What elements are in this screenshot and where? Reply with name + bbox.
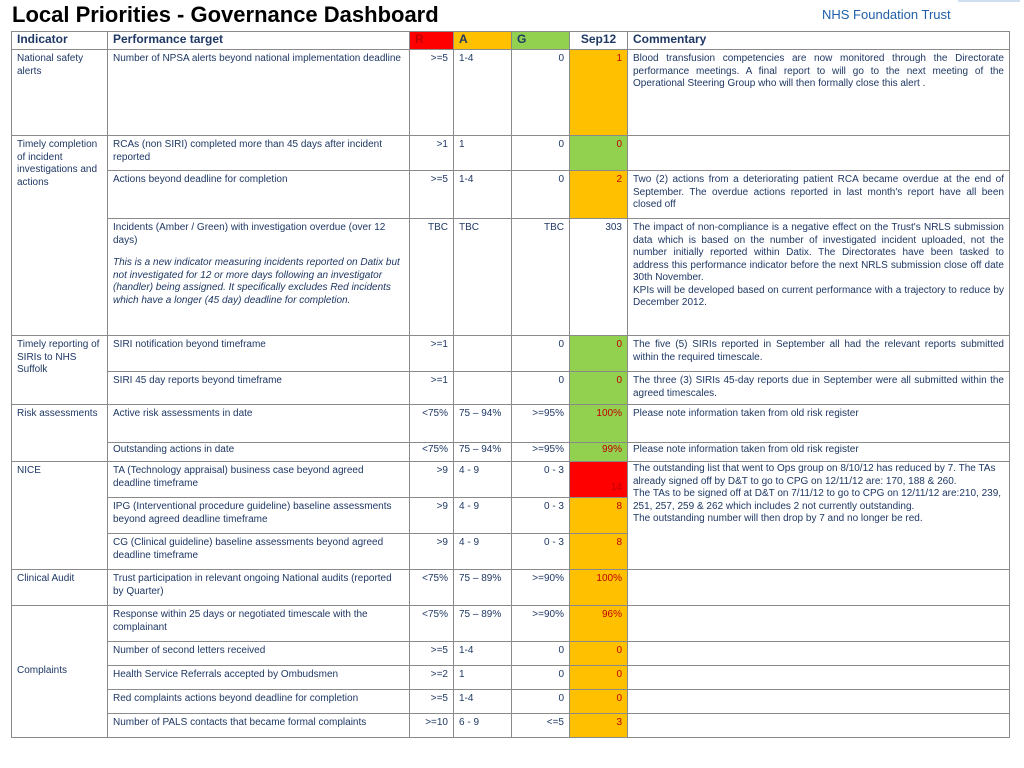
sep12-value: 0 (570, 136, 628, 171)
col-performance-target: Performance target (108, 32, 410, 50)
commentary-text: The impact of non-compliance is a negative effect on the Trust's NRLS submission data which is based on the number of investigated incident uploaded, not the number initially reported within Datix. The Directorates have been tasked to address this performance indicator before the next NRLS submission close off date 30th November. (633, 222, 1004, 283)
green-threshold: 0 (512, 136, 570, 171)
amber-threshold: 1 (454, 136, 512, 171)
indicator-cell: National safety alerts (12, 50, 108, 136)
amber-threshold: 4 - 9 (454, 534, 512, 570)
amber-threshold: 75 – 89% (454, 570, 512, 606)
table-row (12, 642, 1010, 666)
table-row (12, 462, 1010, 498)
table-row (12, 405, 1010, 443)
col-sep12: Sep12 (570, 32, 628, 50)
target-cell: Red complaints actions beyond deadline for completion (108, 690, 410, 714)
org-name: NHS Foundation Trust (822, 7, 951, 22)
commentary-cell: Please note information taken from old risk register (628, 443, 1010, 462)
red-threshold: <75% (410, 606, 454, 642)
red-threshold: >=5 (410, 642, 454, 666)
sep12-value: 100% (570, 570, 628, 606)
amber-threshold: 4 - 9 (454, 462, 512, 498)
target-cell: Number of second letters received (108, 642, 410, 666)
commentary-cell: Please note information taken from old risk register (628, 405, 1010, 443)
green-threshold: 0 - 3 (512, 462, 570, 498)
table-row (12, 136, 1010, 171)
table-row (12, 690, 1010, 714)
green-threshold: >=95% (512, 405, 570, 443)
commentary-cell (628, 666, 1010, 690)
target-cell: Health Service Referrals accepted by Ombudsmen (108, 666, 410, 690)
target-cell: Active risk assessments in date (108, 405, 410, 443)
commentary-cell (628, 690, 1010, 714)
commentary-cell (628, 219, 1010, 336)
target-cell: RCAs (non SIRI) completed more than 45 days after incident reported (108, 136, 410, 171)
red-threshold: >=10 (410, 714, 454, 738)
green-threshold: 0 (512, 171, 570, 219)
commentary-cell (628, 606, 1010, 642)
target-cell: Number of NPSA alerts beyond national implementation deadline (108, 50, 410, 136)
table-row (12, 171, 1010, 219)
commentary-cell (628, 462, 1010, 570)
commentary-cell (628, 642, 1010, 666)
sep12-value: 100% (570, 405, 628, 443)
sep12-value: 3 (570, 714, 628, 738)
sep12-value: 8 (570, 534, 628, 570)
table-row (12, 219, 1010, 336)
amber-threshold: 75 – 94% (454, 443, 512, 462)
indicator-cell: Clinical Audit (12, 570, 108, 606)
red-threshold: <75% (410, 405, 454, 443)
red-threshold: >9 (410, 534, 454, 570)
col-red: R (410, 32, 454, 50)
sep12-value: 0 (570, 642, 628, 666)
commentary-text: The outstanding list that went to Ops group on 8/10/12 has reduced by 7. The TAs already signed off by D&T to go to CPG on 12/11/12 are: 170, 188 & 260. (633, 463, 996, 487)
amber-threshold: 6 - 9 (454, 714, 512, 738)
target-cell: Number of PALS contacts that became formal complaints (108, 714, 410, 738)
red-threshold: >=5 (410, 50, 454, 136)
sep12-value: 8 (570, 498, 628, 534)
amber-threshold: TBC (454, 219, 512, 336)
commentary-cell: The five (5) SIRIs reported in September all had the relevant reports submitted within the required timescale. (628, 336, 1010, 372)
indicator-cell: Timely completion of incident investigations and actions (12, 136, 108, 336)
target-cell: Outstanding actions in date (108, 443, 410, 462)
red-threshold: TBC (410, 219, 454, 336)
target-cell: Trust participation in relevant ongoing National audits (reported by Quarter) (108, 570, 410, 606)
sep12-value: 0 (570, 690, 628, 714)
commentary-cell: The three (3) SIRIs 45-day reports due in September were all submitted within the agreed timescales. (628, 372, 1010, 405)
green-threshold: TBC (512, 219, 570, 336)
sep12-value: 0 (570, 336, 628, 372)
commentary-cell: Two (2) actions from a deteriorating patient RCA became overdue at the end of September. The overdue actions reported in last month's report have all been closed off (628, 171, 1010, 219)
col-amber: A (454, 32, 512, 50)
amber-threshold: 1 (454, 666, 512, 690)
table-row (12, 50, 1010, 136)
table-row (12, 606, 1010, 642)
amber-threshold: 75 – 89% (454, 606, 512, 642)
commentary-cell (628, 714, 1010, 738)
indicator-cell: Timely reporting of SIRIs to NHS Suffolk (12, 336, 108, 405)
target-cell: SIRI notification beyond timeframe (108, 336, 410, 372)
green-threshold: 0 (512, 336, 570, 372)
target-cell: TA (Technology appraisal) business case beyond agreed deadline timeframe (108, 462, 410, 498)
amber-threshold (454, 372, 512, 405)
page-title: Local Priorities - Governance Dashboard (12, 2, 439, 27)
amber-threshold: 4 - 9 (454, 498, 512, 534)
amber-threshold (454, 336, 512, 372)
target-cell: CG (Clinical guideline) baseline assessments beyond agreed deadline timeframe (108, 534, 410, 570)
green-threshold: 0 (512, 372, 570, 405)
sep12-value: 303 (570, 219, 628, 336)
green-threshold: 0 (512, 50, 570, 136)
commentary-text-2: KPIs will be developed based on current performance with a trajectory to reduce by December 2012. (633, 284, 1004, 308)
header-row (12, 32, 1010, 50)
col-indicator: Indicator (12, 32, 108, 50)
commentary-cell (628, 570, 1010, 606)
target-text: Incidents (Amber / Green) with investigation overdue (over 12 days) (113, 222, 386, 246)
commentary-cell (628, 136, 1010, 171)
green-threshold: 0 (512, 642, 570, 666)
amber-threshold: 1-4 (454, 171, 512, 219)
amber-threshold: 1-4 (454, 50, 512, 136)
red-threshold: >9 (410, 462, 454, 498)
indicator-cell: Risk assessments (12, 405, 108, 462)
table-row (12, 372, 1010, 405)
red-threshold: >1 (410, 136, 454, 171)
green-threshold: 0 - 3 (512, 498, 570, 534)
sep12-value: 2 (570, 171, 628, 219)
indicator-cell: Complaints (12, 606, 108, 738)
sep12-value: 0 (570, 666, 628, 690)
green-threshold: 0 (512, 690, 570, 714)
sep12-value: 99% (570, 443, 628, 462)
dashboard-table (11, 31, 1010, 738)
red-threshold: >=2 (410, 666, 454, 690)
target-cell: SIRI 45 day reports beyond timeframe (108, 372, 410, 405)
target-cell (108, 219, 410, 336)
green-threshold: <=5 (512, 714, 570, 738)
table-row (12, 443, 1010, 462)
sep12-value: 14 (570, 462, 628, 498)
amber-threshold: 1-4 (454, 690, 512, 714)
sep12-value: 96% (570, 606, 628, 642)
green-threshold: >=95% (512, 443, 570, 462)
green-threshold: 0 (512, 666, 570, 690)
commentary-text-2: The TAs to be signed off at D&T on 7/11/12 to go to CPG on 12/11/12 are:210, 239, 251, 257, 259 & 262 which includes 2 not currently outstanding. (633, 488, 1002, 512)
target-cell: Actions beyond deadline for completion (108, 171, 410, 219)
green-threshold: 0 - 3 (512, 534, 570, 570)
sep12-value: 0 (570, 372, 628, 405)
target-note: This is a new indicator measuring incidents reported on Datix but not investigated for 12 or more days following an investigator (handler) being assigned. It specifically excludes Red incidents which have a longer (45 day) deadline for completion. (113, 257, 400, 306)
commentary-cell: Blood transfusion competencies are now monitored through the Directorate performance meetings. A final report to will go to the next meeting of the Operational Steering Group who will then formally close this alert . (628, 50, 1010, 136)
commentary-text-3: The outstanding number will then drop by 7 and no longer be red. (633, 513, 923, 524)
table-row (12, 570, 1010, 606)
table-row (12, 666, 1010, 690)
red-threshold: >=5 (410, 171, 454, 219)
sep12-value: 1 (570, 50, 628, 136)
green-threshold: >=90% (512, 606, 570, 642)
green-threshold: >=90% (512, 570, 570, 606)
target-cell: IPG (Interventional procedure guideline) baseline assessments beyond agreed deadline timeframe (108, 498, 410, 534)
indicator-cell: NICE (12, 462, 108, 570)
col-green: G (512, 32, 570, 50)
red-threshold: >9 (410, 498, 454, 534)
table-row (12, 336, 1010, 372)
red-threshold: <75% (410, 443, 454, 462)
red-threshold: >=1 (410, 372, 454, 405)
table-row (12, 714, 1010, 738)
amber-threshold: 75 – 94% (454, 405, 512, 443)
amber-threshold: 1-4 (454, 642, 512, 666)
col-commentary: Commentary (628, 32, 1010, 50)
red-threshold: <75% (410, 570, 454, 606)
target-cell: Response within 25 days or negotiated timescale with the complainant (108, 606, 410, 642)
red-threshold: >=5 (410, 690, 454, 714)
red-threshold: >=1 (410, 336, 454, 372)
logo (958, 0, 1020, 2)
